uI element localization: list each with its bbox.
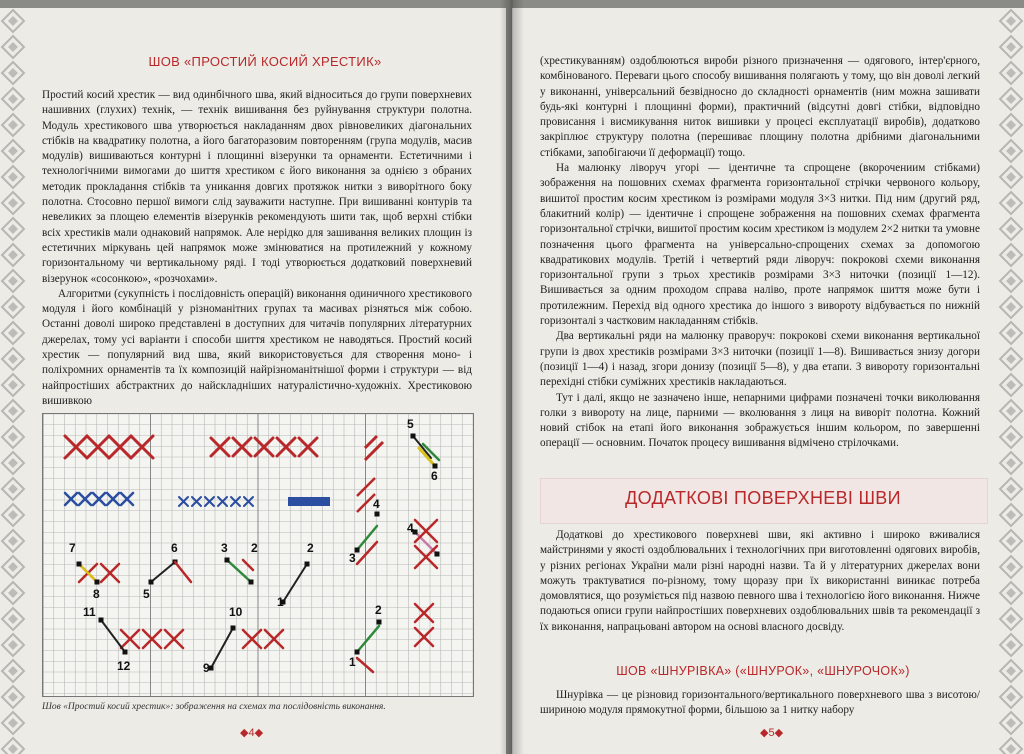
stitch — [211, 628, 233, 668]
stitch — [151, 562, 175, 582]
right-section-text — [540, 528, 980, 635]
stitch-diagram — [42, 413, 474, 697]
step-number-label: 1 — [349, 655, 356, 669]
paragraph: На малюнку ліворуч угорі — ідентичне та спрощене (вкорочениим стібками) зображення на пошовних схемах фрагмента горизонтальної стрічки червоного кольору, вишитої простим косим хрестиком із розмірами модуля 3×3 нитки. Під ним (другий ряд, блакитний колір) — ідентичне і спрощене зображення на пошовних схемах фрагмента горизонтальної стрічки, вишитої простим косим хрестиком із модулем 2×2 нитки та умовне позначення цього фрагмента на універсально-спрощених схемах за допомогою квадратикових модулів. Третій і четвертий ряди ліворуч: покрокові схеми виконання горизонтальної групи з трьох хрестиків розмірами 3×3 ниточки (позиції 1—12). Вишивається за одним проходом справа наліво, проте напрямок шиття може бути і протилежним. Перехід від одного хрестика до іншого з вивороту відбувається по нижній горизонталі з частковим накладанням стібків. — [540, 162, 980, 328]
step-number-label: 12 — [117, 659, 131, 673]
step-number-label: 4 — [407, 521, 414, 535]
step-number-label: 4 — [373, 497, 380, 511]
paragraph: Додаткові до хрестикового поверхневі шви, які активно і широко вживалися майстринями у якості оздоблювальних і технологічних при виготовленні одягових виробів, у різних регіонах України мали різні народні назви. Та й у літературних джерелах вони можуть трактуватися по-різному, тому щоразу при їх використанні виникає потреба домовлятися, що розуміється під назвою певного шва і технологією його виконання. Нижче подаються описи групи найпростіших поверхневих оздоблювальних швів та рекомендації з їх виконання, напрацьовані автором на основі власного досвіду. — [540, 529, 980, 633]
step-number-label: 9 — [203, 661, 210, 675]
subsection-heading: ШОВ «ШНУРІВКА» («ШНУРОК», «ШНУРОЧОК») — [616, 664, 910, 678]
solid-block — [288, 497, 330, 506]
needle-point — [435, 552, 440, 557]
page-number: ◆4◆ — [240, 727, 264, 739]
needle-point — [225, 558, 230, 563]
needle-point — [377, 620, 382, 625]
step-number-label: 3 — [349, 551, 356, 565]
needle-point — [77, 562, 82, 567]
step-number-label: 1 — [277, 595, 284, 609]
step-number-label: 10 — [229, 605, 243, 619]
step-number-label: 2 — [375, 603, 382, 617]
left-page — [0, 8, 506, 754]
paragraph: (хрестикуванням) оздоблюються вироби різного призначення — одягового, інтер'єрного, комбінованого. Переваги цього способу вишивання полягають у тому, що він доволі легкий у виконанні, універсальний безвідносно до складності орнаментів (ним можна зашивати будь-які контурні і площинні форми), практичний (відсутні довгі стібки, відповідно провисання і висмикування ниток вишивки у процесі експлуатації виробів), додатково закріплює структуру полотна (перешиває площину полотна дрібними діагональними стібками, запобігаючи її деформації) тощо. — [540, 55, 980, 159]
step-number-label: 8 — [93, 587, 100, 601]
paragraph: Два вертикальні ряди на малюнку праворуч: покрокові схеми виконання вертикальної групи із двох хрестиків розмірами 3×3 ниточки (позиції 1—8). Вишивається знизу догори (позиції 1—4) і назад, згори донизу (позиції 5—8), у два етапи. З вивороту горизонтальні перехідні стібки суміжних хрестиків накладаються. — [540, 330, 980, 389]
step-number-label: 5 — [143, 587, 150, 601]
step-number-label: 6 — [171, 541, 178, 555]
section-heading: ДОДАТКОВІ ПОВЕРХНЕВІ ШВИ — [625, 488, 901, 508]
needle-point — [433, 464, 438, 469]
step-number-label: 11 — [83, 605, 96, 619]
needle-point — [149, 580, 154, 585]
ornament-border-left — [0, 8, 26, 754]
figure-caption: Шов «Простий косий хрестик»: зображення на схемах та послідовність виконання. — [42, 702, 386, 712]
right-page — [512, 8, 1024, 754]
ornament-border-right — [998, 8, 1024, 754]
stitch-diagram-svg — [43, 414, 473, 696]
stitch — [101, 620, 125, 652]
stitch — [243, 560, 253, 570]
step-number-label: 3 — [221, 541, 228, 555]
stitch — [357, 626, 379, 652]
paragraph: Простий косий хрестик — вид одинбічного шва, який відноситься до групи поверхневих нашивних (глухих) технік, — технік вишивання без руйнування структури полотна. Модуль хрестикового шва утворюється накладанням двох рівновеликих діагональних стібків на квадратику полотна, а його багаторазовим повторенням (група модулів, масив модулів) вишиваються контурні і площинні візерунки та орнаменти. Естетичними і технологічними вимогами до шиття хрестиком є його виконання за однією з обраних методик прокладання стібків та уникання довгих протяжок нитки з виворітного боку полотна. Стосовно першої вимоги слід зауважити наступне. При вишиванні контурів та невеликих за площею елементів візерунків рекомендують шити так, щоб верхні стібки всіх хрестиків мали однаковий напрямок. Але нерідко для зашивання великих площин із естетичних міркувань цей напрямок може змінюватися на протилежний у кожному горизонтальному чи вертикальному ряді. І тоді утворюється додатковий поверхневий візерунок «сосонкою», «розчохами». — [42, 89, 472, 285]
step-number-label: 2 — [307, 541, 314, 555]
stitch — [283, 564, 307, 602]
needle-point — [231, 626, 236, 631]
left-body-text — [42, 88, 472, 409]
paragraph: Тут і далі, якщо не зазначено інше, непарними цифрами позначені точки виколювання голки з вивороту на лице, парними — вколювання з лиця на виворіт полотна. Кожний новий стібок на етапі його виконання зображується іншим кольором, по завершенні операції — основним. Початок процесу вишивання відмічено стрілочками. — [540, 391, 980, 450]
needle-point — [411, 434, 416, 439]
needle-point — [355, 650, 360, 655]
needle-point — [123, 650, 128, 655]
step-number-label: 5 — [407, 417, 414, 431]
page-number: ◆5◆ — [760, 727, 784, 739]
needle-point — [375, 512, 380, 517]
needle-point — [95, 580, 100, 585]
step-number-label: 2 — [251, 541, 258, 555]
paragraph: Алгоритми (сукупність і послідовність операцій) виконання одиничного хрестикового модуля і його комбінацій у різноманітних групах та масивах різняться між собою. Останні доволі широко представлені в доступних для читачів популярних літературних джерелах, тому усі варіанти і способи шиття хрестиком не наводяться. Простий косий хрестик — популярний вид шва, який використовується для створення моно- і поліхромних орнаментів та їх композицій найрізноманітнішої форми і структури — від найпростіших абстрактних до найскладніших натуралістично-художніх. Хрестиковою вишивкою — [42, 287, 472, 407]
right-subsection-text — [540, 688, 980, 719]
paragraph: Шнурівка — це різновид горизонтального/вертикального поверхневого шва з висотою/шириною модуля прямокутної форми, більшою за 1 нитку набору — [540, 689, 980, 717]
needle-point — [305, 562, 310, 567]
step-number-label: 7 — [69, 541, 76, 555]
page-heading: ШОВ «ПРОСТИЙ КОСИЙ ХРЕСТИК» — [148, 54, 382, 69]
needle-point — [99, 618, 104, 623]
right-body-text — [540, 54, 980, 452]
needle-point — [249, 580, 254, 585]
stitch — [413, 436, 431, 458]
step-number-label: 6 — [431, 469, 438, 483]
